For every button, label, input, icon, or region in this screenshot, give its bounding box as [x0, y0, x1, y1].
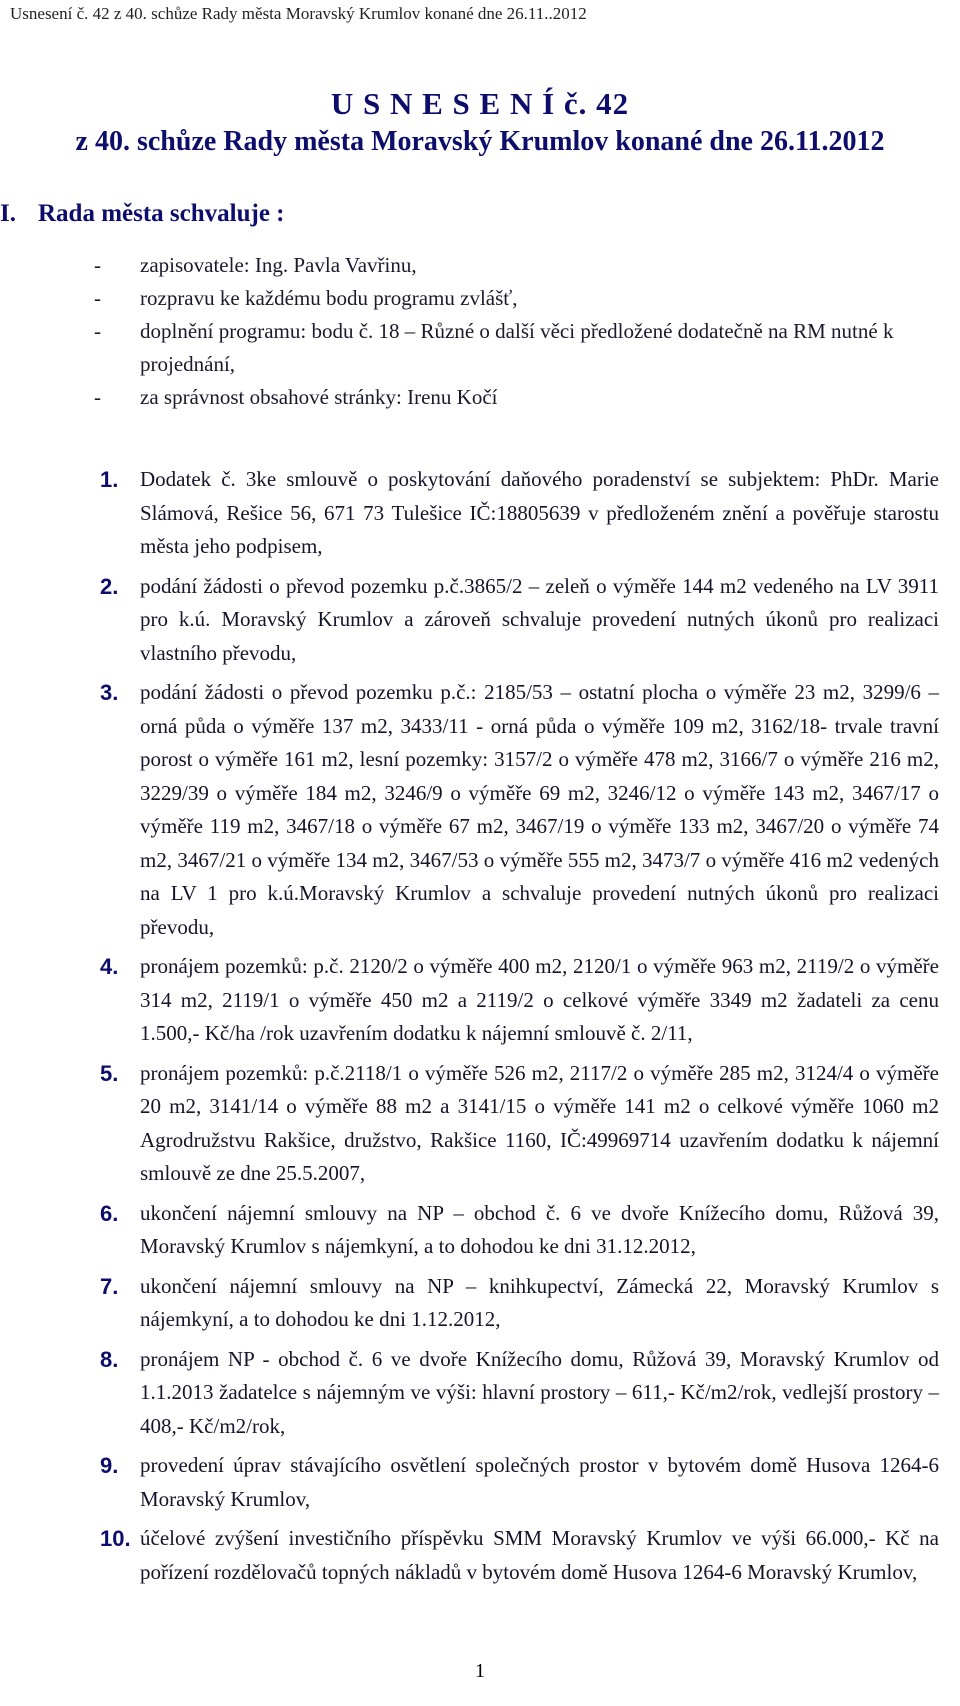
dash-item: - zapisovatele: Ing. Pavla Vavřinu,	[94, 253, 417, 277]
resolution-item	[0, 463, 960, 564]
dash-item: - za správnost obsahové stránky: Irenu Kočí	[94, 385, 498, 409]
section-number: I.	[0, 200, 16, 227]
item-text: podání žádosti o převod pozemku p.č.: 2185/53 – ostatní plocha o výměře 23 m2, 3299/6 – orná půda o výměře 137 m2, 3433/11 - orná půda o výměře 109 m2, 3162/18- trvale travní porost o výměře 161 m2, lesní pozemky: 3157/2 o výměře 478 m2, 3166/7 o výměře 216 m2, 3229/39 o výměře 184 m2, 3246/9 o výměře 69 m2, 3246/12 o výměře 143 m2, 3467/17 o výměře 119 m2, 3467/18 o výměře 67 m2, 3467/19 o výměře 133 m2, 3467/20 o výměře 74 m2, 3467/21 o výměře 134 m2, 3467/53 o výměře 555 m2, 3473/7 o výměře 416 m2 vedených na LV 1 pro k.ú.Moravský Krumlov a schvaluje provedení nutných úkonů pro realizaci převodu,	[140, 680, 939, 939]
item-number: 1.	[100, 467, 119, 492]
dash-item: - rozpravu ke každému bodu programu zvlášť,	[94, 286, 518, 310]
resolution-item	[0, 1522, 960, 1589]
item-number: 8.	[100, 1346, 119, 1372]
dash-item: - doplnění programu: bodu č. 18 – Různé o další věci předložené dodatečně na RM nutné k projednání,	[94, 319, 894, 376]
item-text: Dodatek č. 3ke smlouvě o poskytování daňového poradenství se subjektem: PhDr. Marie Slámová, Rešice 56, 671 73 Tulešice IČ:18805639 v předloženém znění a pověřuje starostu města jeho podpisem,	[140, 467, 939, 558]
item-number: 7.	[100, 1273, 119, 1299]
resolution-item	[0, 1343, 960, 1444]
item-text: podání žádosti o převod pozemku p.č.3865/2 – zeleň o výměře 144 m2 vedeného na LV 3911 pro k.ú. Moravský Krumlov a zároveň schvaluje provedení nutných úkonů pro realizaci vlastního převodu,	[140, 573, 939, 665]
item-number: 5.	[100, 1060, 119, 1086]
resolution-item	[0, 1197, 960, 1264]
item-number: 4.	[100, 954, 119, 979]
item-number: 9.	[100, 1453, 119, 1478]
resolution-item	[0, 1057, 960, 1191]
resolution-items	[0, 463, 960, 1595]
resolution-item	[0, 950, 960, 1051]
item-text: pronájem NP - obchod č. 6 ve dvoře Knížecího domu, Růžová 39, Moravský Krumlov od 1.1.2013 žadatelce s nájemným ve výši: hlavní prostory – 611,- Kč/m2/rok, vedlejší prostory – 408,- Kč/m2/rok,	[140, 1346, 939, 1438]
item-text: pronájem pozemků: p.č. 2120/2 o výměře 400 m2, 2120/1 o výměře 963 m2, 2119/2 o výměře 314 m2, 2119/1 o výměře 450 m2 a 2119/2 o celkové výměře 3349 m2 žadateli za cenu 1.500,- Kč/ha /rok uzavřením dodatku k nájemní smlouvě č. 2/11,	[140, 954, 939, 1045]
page-number: 1	[475, 1660, 485, 1682]
item-number: 2.	[100, 573, 119, 599]
running-header: Usnesení č. 42 z 40. schůze Rady města Moravský Krumlov konané dne 26.11..2012	[10, 4, 587, 23]
item-number: 10.	[100, 1526, 131, 1551]
resolution-item	[0, 1270, 960, 1337]
section-label: Rada města schvaluje :	[38, 200, 285, 227]
resolution-item	[0, 570, 960, 671]
document-subtitle: z 40. schůze Rady města Moravský Krumlov konané dne 26.11.2012	[75, 126, 885, 157]
item-text: účelové zvýšení investičního příspěvku SMM Moravský Krumlov ve výši 66.000,- Kč na pořízení rozdělovačů topných nákladů v bytovém domě Husova 1264-6 Moravský Krumlov,	[140, 1526, 939, 1584]
resolution-item	[0, 676, 960, 944]
item-text: ukončení nájemní smlouvy na NP – obchod č. 6 ve dvoře Knížecího domu, Růžová 39, Moravský Krumlov s nájemkyní, a to dohodou ke dni 31.12.2012,	[140, 1200, 939, 1258]
item-text: provedení úprav stávajícího osvětlení společných prostor v bytovém domě Husova 1264-6 Moravský Krumlov,	[140, 1453, 939, 1511]
dash-list	[0, 249, 960, 414]
resolution-item	[0, 1449, 960, 1516]
item-number: 6.	[100, 1200, 119, 1226]
item-number: 3.	[100, 680, 119, 705]
document-title: U S N E S E N Í č. 42	[330, 86, 630, 121]
item-text: pronájem pozemků: p.č.2118/1 o výměře 526 m2, 2117/2 o výměře 285 m2, 3124/4 o výměře 20 m2, 3141/14 o výměře 88 m2 a 3141/15 o výměře 141 m2 o celkové výměře 1060 m2 Agrodružstvu Rakšice, družstvo, Rakšice 1160, IČ:49969714 uzavřením dodatku k nájemní smlouvě ze dne 25.5.2007,	[140, 1060, 939, 1185]
section-heading	[0, 200, 285, 228]
item-text: ukončení nájemní smlouvy na NP – knihkupectví, Zámecká 22, Moravský Krumlov s nájemkyní, a to dohodou ke dni 1.12.2012,	[140, 1273, 939, 1331]
